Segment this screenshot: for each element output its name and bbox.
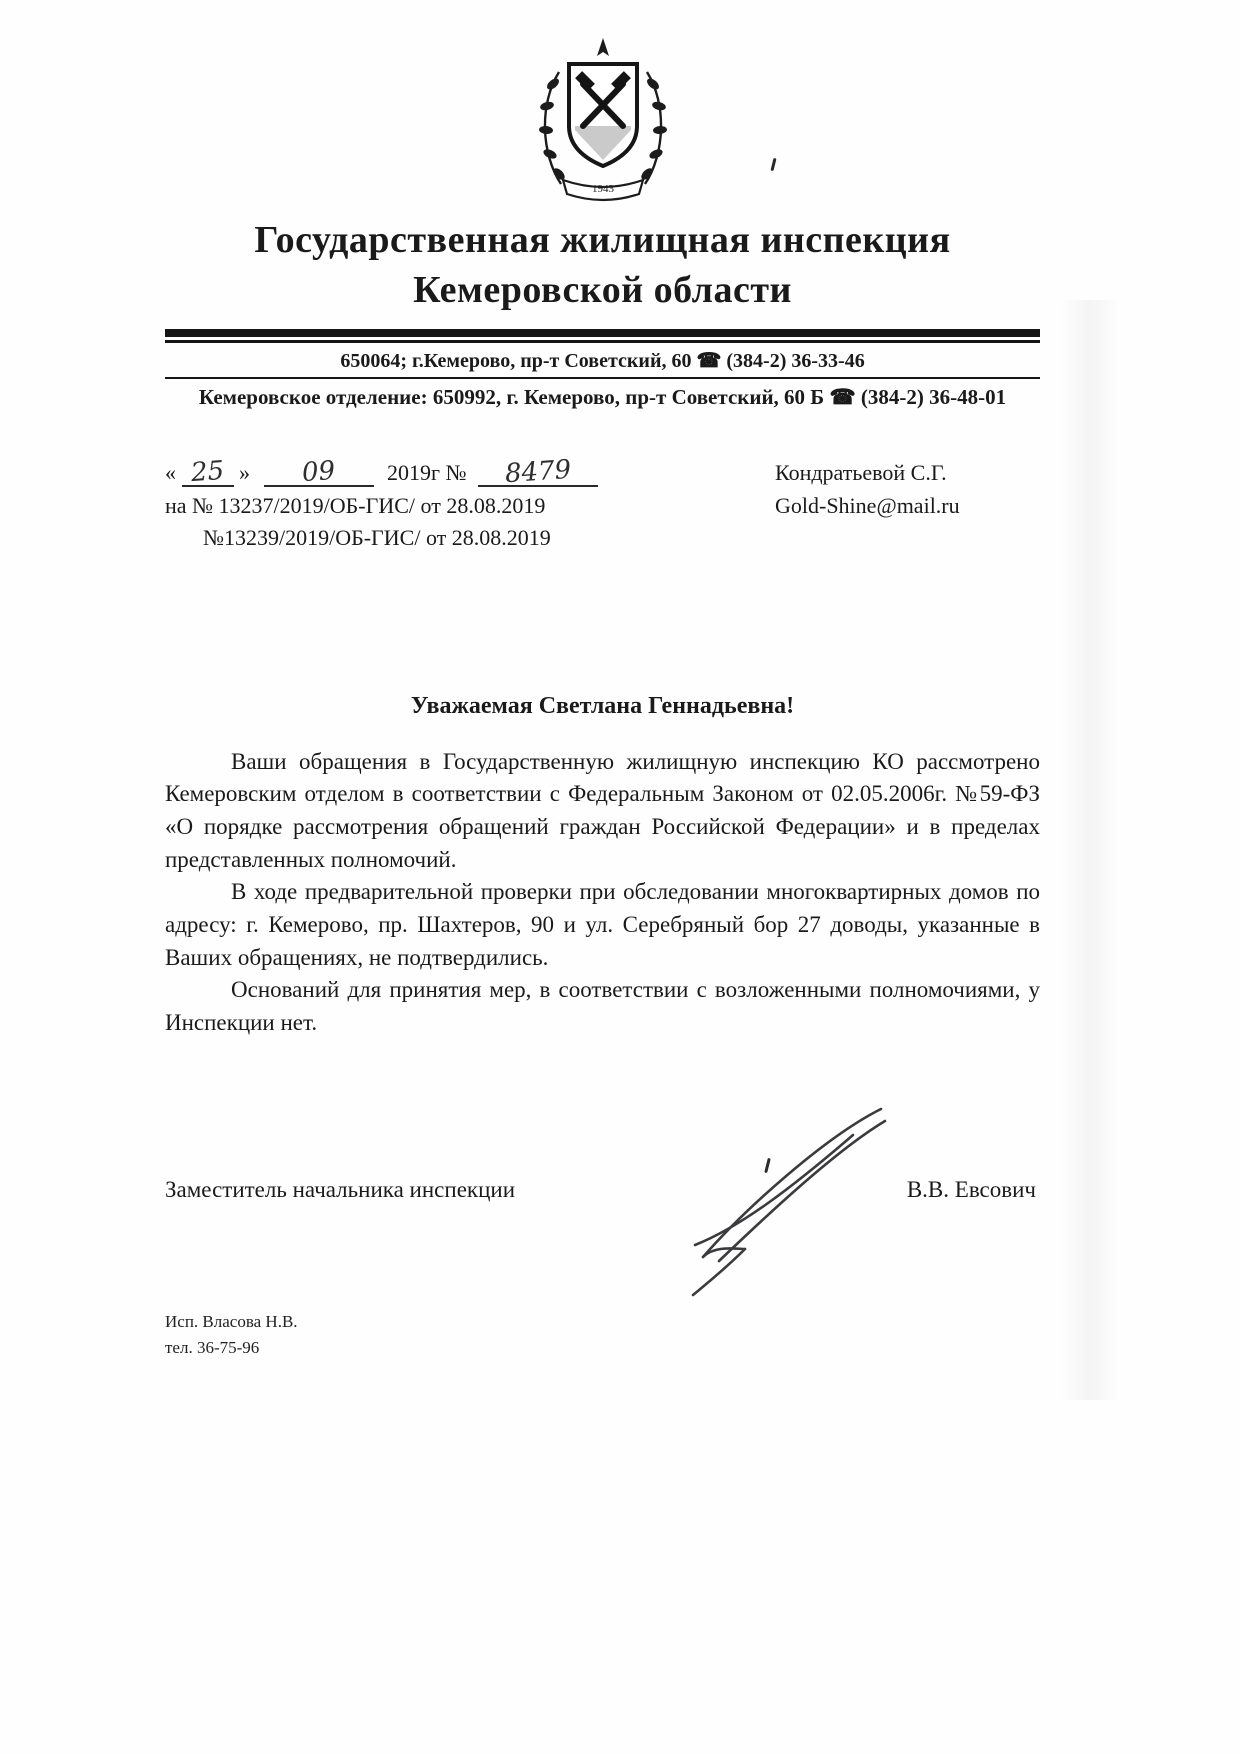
quote-close: » (239, 459, 250, 485)
divider-medium (165, 340, 1040, 343)
date-number-line (165, 454, 598, 489)
coat-of-arms (165, 34, 1040, 209)
date-month-slot (264, 455, 374, 488)
reference-row-2 (165, 493, 1040, 519)
incoming-ref-line1: на № 13237/2019/ОБ-ГИС/ от 28.08.2019 (165, 492, 546, 518)
incoming-ref-line2: №13239/2019/ОБ-ГИС/ от 28.08.2019 (203, 524, 551, 550)
org-title-line1: Государственная жилищная инспекция (254, 219, 951, 261)
divider-thin (165, 377, 1040, 379)
org-title-line2: Кемеровской области (413, 269, 792, 312)
recipient-email: Gold-Shine@mail.ru (775, 492, 960, 518)
divider-thick (165, 329, 1040, 337)
outgoing-number-slot (478, 454, 598, 489)
emblem-ribbon-text: 1943 (591, 183, 614, 195)
handwritten-month: 09 (300, 455, 337, 488)
org-title (165, 215, 1040, 315)
quote-open: « (165, 459, 176, 485)
org-address-line1: 650064; г.Кемерово, пр-т Советский, 60 ☎ (384-2) 36-33-46 (340, 350, 865, 373)
signer-name: В.В. Евсович (906, 1177, 1036, 1203)
signature-block (165, 1177, 1040, 1203)
reference-block (165, 454, 1040, 551)
handwritten-signature-icon (685, 1099, 915, 1299)
reference-row-1 (165, 454, 1040, 489)
year-label: 2019г (387, 459, 441, 485)
paragraph-1: Ваши обращения в Государственную жилищную инспекцию КО рассмотрено Кемеровским отделом в соответствии с Федеральным Законом от 02.05.2006г. №59-ФЗ «О порядке рассмотрения обращений граждан Российской Федерации» и в пределах представленных полномочий. (165, 748, 1040, 872)
paragraph-2: В ходе предварительной проверки при обследовании многоквартирных домов по адресу: г. Кемерово, пр. Шахтеров, 90 и ул. Серебряный бор 27 доводы, указанные в Ваших обращениях, не подтвердились. (165, 879, 1040, 970)
date-day-slot (182, 455, 234, 488)
reference-row-3 (165, 525, 1040, 551)
handwritten-day: 25 (189, 455, 226, 488)
number-sign: № (445, 459, 467, 485)
executor-block (165, 1309, 1040, 1360)
executor-phone: тел. 36-75-96 (165, 1337, 260, 1357)
coat-of-arms-icon (523, 34, 683, 204)
recipient-name: Кондратьевой С.Г. (775, 459, 947, 485)
salutation: Уважаемая Светлана Геннадьевна! (410, 692, 795, 719)
signer-position: Заместитель начальника инспекции (165, 1177, 515, 1203)
executor-name: Исп. Власова Н.В. (165, 1312, 298, 1332)
handwritten-number: 8479 (503, 454, 573, 489)
letter-body (165, 746, 1040, 1040)
org-address-line2: Кемеровское отделение: 650992, г. Кемерово, пр-т Советский, 60 Б ☎ (384-2) 36-48-01 (198, 385, 1007, 410)
paragraph-3: Оснований для принятия мер, в соответствии с возложенными полномочиями, у Инспекции нет. (165, 977, 1040, 1035)
